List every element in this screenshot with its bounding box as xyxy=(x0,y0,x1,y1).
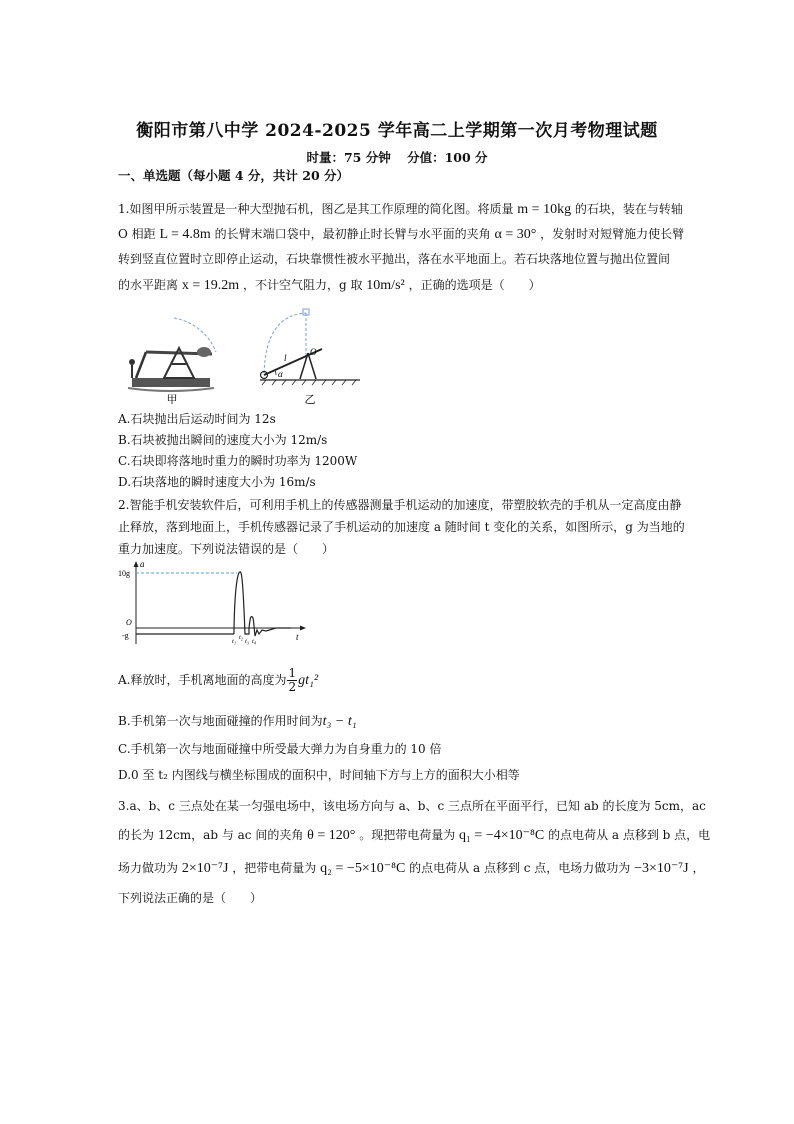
catapult-counterweight xyxy=(197,347,211,357)
q1-text: O 相距 xyxy=(118,227,156,241)
fraction-denominator: 2 xyxy=(288,680,297,694)
catapult-figure-jia xyxy=(124,312,224,404)
q1-gravity: 10m/s² xyxy=(366,278,405,293)
q1-mass: m = 10kg xyxy=(517,202,572,217)
q2-line-2: 止释放，落到地面上，手机传感器记录了手机运动的加速度 a 随时间 t 变化的关系，如图所示，g 为当地的 xyxy=(118,520,685,534)
q1-option-c: C.石块即将落地时重力的瞬时功率为 1200W xyxy=(118,454,358,468)
q3-work-2: −3×10⁻⁷J xyxy=(634,861,689,876)
q3-text: ，把带电荷量为 xyxy=(232,861,317,875)
t-axis-arrow xyxy=(300,626,306,631)
schematic-figure-yi xyxy=(256,305,366,405)
q3-line-2 xyxy=(118,827,710,844)
q1-line-2 xyxy=(118,226,684,243)
arm-swing-arc xyxy=(264,313,306,373)
q2-option-a-text: A.释放时，手机离地面的高度为 xyxy=(118,673,287,687)
label-l: l xyxy=(284,353,287,363)
q3-text: 的点电荷从 a 点移到 c 点，电场力做功为 xyxy=(409,861,631,875)
q2-option-a xyxy=(118,667,318,694)
q2-option-c: C.手机第一次与地面碰撞中所受最大弹力为自身重力的 10 倍 xyxy=(118,742,442,756)
figure-label-yi: 乙 xyxy=(304,394,316,405)
q3-line-3 xyxy=(118,860,704,877)
time-label: 时量：75 分钟 xyxy=(306,150,391,165)
catapult-arm xyxy=(136,352,146,378)
q3-text: 的长为 12cm，ab 与 ac 间的夹角 xyxy=(118,828,304,842)
q3-charge-2: q₂ = −5×10⁻⁸C xyxy=(320,861,406,876)
q1-line-4 xyxy=(118,277,541,294)
q1-angle: α = 30° xyxy=(494,227,537,242)
q2-option-d: D.0 至 t₂ 内图线与横坐标围成的面积中，时间轴下方与上方的面积大小相等 xyxy=(118,768,520,782)
q3-line-4: 下列说法正确的是（ ） xyxy=(118,891,263,905)
section-heading: 一、单选题（每小题 4 分，共计 20 分） xyxy=(118,168,350,183)
q2-line-1: 2.智能手机安装软件后，可利用手机上的传感器测量手机运动的加速度，带塑胶软壳的手机从一定高度由静 xyxy=(118,498,682,512)
q1-option-b: B.石块被抛出瞬间的速度大小为 12m/s xyxy=(118,433,328,447)
label-a: a xyxy=(140,559,145,569)
q3-charge-1: q₁ = −4×10⁻⁸C xyxy=(459,828,545,843)
q2-option-b xyxy=(118,713,357,730)
q2-option-a-math: gt₁² xyxy=(298,673,319,688)
label-O: O xyxy=(310,347,317,357)
label-t: t xyxy=(296,632,299,642)
q1-length: L = 4.8m xyxy=(159,227,211,242)
q3-line-1: 3.a、b、c 三点处在某一匀强电场中，该电场方向与 a、b、c 三点所在平面平行，已知 ab 的长度为 5cm，ac xyxy=(118,799,706,813)
q1-text: 的石块，装在与转轴 xyxy=(574,202,683,216)
label-alpha: α xyxy=(278,369,283,379)
operator-figure xyxy=(129,359,135,365)
exam-subtitle xyxy=(0,148,794,166)
q1-text: ，正确的选项是（ ） xyxy=(408,278,541,292)
q2-option-b-text: B.手机第一次与地面碰撞的作用时间为 xyxy=(118,714,323,728)
acceleration-curve xyxy=(234,572,291,636)
exam-title: 衡阳市第八中学 2024-2025 学年高二上学期第一次月考物理试题 xyxy=(136,121,658,141)
q2-line-3: 重力加速度。下列说法错误的是（ ） xyxy=(118,542,335,556)
q3-text: 的点电荷从 a 点移到 b 点，电 xyxy=(548,828,711,842)
q3-angle: θ = 120° xyxy=(307,828,356,843)
q1-distance: x = 19.2m xyxy=(181,278,240,293)
q1-line-1 xyxy=(118,201,683,218)
q3-text: 。现把带电荷量为 xyxy=(359,828,456,842)
q1-text: 的水平距离 xyxy=(118,278,179,292)
q1-text: ，不计空气阻力，g 取 xyxy=(242,278,363,292)
fraction-half xyxy=(287,667,297,694)
q1-option-a: A.石块抛出后运动时间为 12s xyxy=(118,412,276,426)
label-t1: t₁ xyxy=(232,638,237,645)
ground-hatching xyxy=(262,380,356,385)
label-t4: t₄ xyxy=(252,638,257,645)
q3-text: 场力做功为 xyxy=(118,861,179,875)
fraction-numerator: 1 xyxy=(288,666,297,680)
q2-option-b-math: t₃ − t₁ xyxy=(322,714,357,729)
q1-line-3: 转到竖直位置时立即停止运动，石块靠惯性被水平抛出，落在水平地面上。若石块落地位置与抛出位置间 xyxy=(118,252,671,266)
a-axis-arrow xyxy=(134,561,139,567)
q1-text: 1.如图甲所示装置是一种大型抛石机，图乙是其工作原理的简化图。将质量 xyxy=(118,202,514,216)
catapult-base xyxy=(132,378,210,387)
q1-text: 的长臂末端口袋中，最初静止时长臂与水平面的夹角 xyxy=(214,227,491,241)
label-neg-g: -g xyxy=(122,631,129,640)
arc-trajectory xyxy=(174,318,216,352)
acceleration-time-graph xyxy=(116,558,310,648)
q3-work-1: 2×10⁻⁷J xyxy=(181,861,229,876)
label-origin: O xyxy=(126,618,132,627)
q3-text: ， xyxy=(692,861,705,875)
q1-option-d: D.石块落地的瞬时速度大小为 16m/s xyxy=(118,475,316,489)
score-label: 分值：100 分 xyxy=(407,150,488,165)
label-t3: t₃ xyxy=(245,638,250,645)
q1-text: ，发射时对短臂施力使长臂 xyxy=(540,227,685,241)
figure-label-jia: 甲 xyxy=(166,394,178,404)
label-10g: 10g xyxy=(118,569,130,578)
ground-shadow xyxy=(128,388,214,391)
label-t2: t₂ xyxy=(239,634,244,641)
